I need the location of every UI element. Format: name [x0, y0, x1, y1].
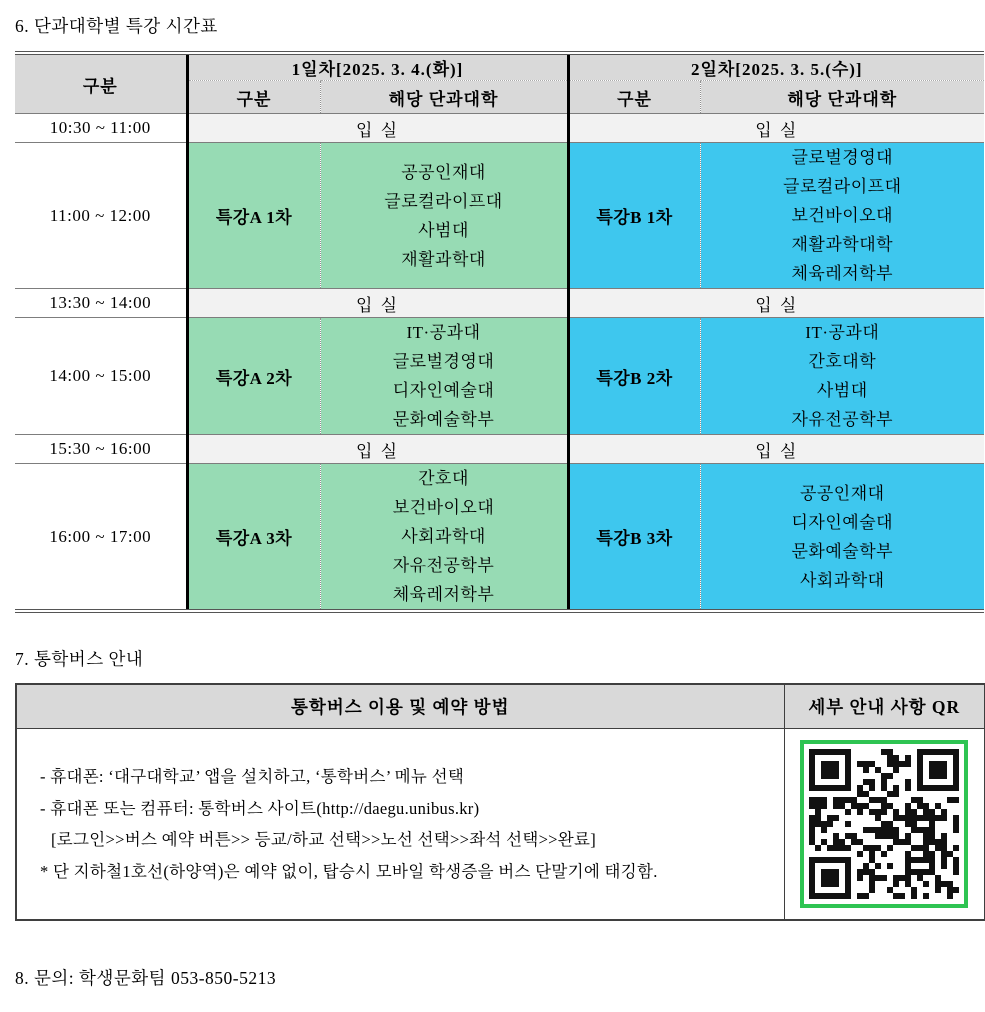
college-name: 공공인재대 [401, 162, 486, 182]
timetable-row [15, 464, 984, 612]
lecture-label-day1: 특강A 1차 [187, 143, 320, 289]
entry-cell-day2: 입 실 [568, 289, 984, 318]
college-list-day2 [700, 143, 984, 289]
bus-instruction-line: - 휴대폰: ‘대구대학교’ 앱을 설치하고, ‘통학버스’ 메뉴 선택 [40, 767, 465, 786]
college-name: 글로컬라이프대 [783, 177, 902, 196]
lecture-label-day2: 특강B 1차 [568, 143, 700, 289]
bus-method-header: 통학버스 이용 및 예약 방법 [16, 684, 784, 729]
college-name: 사범대 [418, 220, 469, 240]
college-list-day2 [700, 464, 984, 612]
bus-qr-header: 세부 안내 사항 QR [784, 684, 985, 729]
timetable-row [15, 318, 984, 435]
college-name: 간호대 [418, 469, 469, 488]
header-day1-gubun: 구분 [187, 81, 320, 114]
header-day2-college: 해당 단과대학 [700, 81, 984, 114]
header-day1: 1일차[2025. 3. 4.(화)] [187, 53, 568, 81]
entry-cell-day2: 입 실 [568, 114, 984, 143]
header-day2: 2일차[2025. 3. 5.(수)] [568, 53, 984, 81]
bus-table-header [16, 684, 985, 729]
college-name: IT·공과대 [805, 323, 880, 342]
section7-title: 7. 통학버스 안내 [15, 649, 144, 669]
lecture-label-day2: 특강B 2차 [568, 318, 700, 435]
section8-contact: 8. 문의: 학생문화팀 053-850-5213 [15, 968, 277, 988]
timetable-row [15, 143, 984, 289]
time-cell: 11:00 ~ 12:00 [15, 143, 187, 289]
lecture-label-day1: 특강A 3차 [187, 464, 320, 612]
time-cell: 10:30 ~ 11:00 [15, 114, 187, 143]
college-name: 글로벌경영대 [791, 148, 894, 167]
lecture-label-day2: 특강B 3차 [568, 464, 700, 612]
college-list-day2 [700, 318, 984, 435]
timetable-row [15, 435, 984, 464]
entry-cell-day1: 입 실 [187, 435, 568, 464]
bus-header-row [16, 684, 985, 729]
college-name: 보건바이오대 [791, 206, 894, 225]
bus-body-row [16, 729, 985, 921]
college-name: 디자인예술대 [791, 512, 894, 532]
college-name: 자유전공학부 [392, 556, 495, 575]
bus-instruction-line: - 휴대폰 또는 컴퓨터: 통학버스 사이트(http://daegu.unibus.kr) [40, 798, 480, 818]
college-name: 자유전공학부 [791, 410, 894, 429]
qr-code [800, 740, 968, 908]
college-name: 재활과학대학 [791, 235, 894, 254]
entry-cell-day1: 입 실 [187, 289, 568, 318]
bus-info-table [15, 683, 985, 921]
header-day2-gubun: 구분 [568, 81, 700, 114]
bus-instruction-line: [로그인>>버스 예약 버튼>> 등교/하교 선택>>노선 선택>>좌석 선택>>완료] [51, 830, 597, 849]
section6-title: 6. 단과대학별 특강 시간표 [15, 16, 218, 36]
college-name: 글로컬라이프대 [384, 191, 503, 211]
timetable-body [15, 114, 984, 612]
college-list-day1 [320, 464, 568, 612]
header-gubun: 구분 [15, 53, 187, 114]
college-name: 보건바이오대 [392, 498, 495, 517]
header-day1-college: 해당 단과대학 [320, 81, 568, 114]
college-name: 체육레저학부 [791, 264, 894, 283]
college-list-day1 [320, 318, 568, 435]
college-list-day1 [320, 143, 568, 289]
timetable-header-row-days [15, 53, 984, 81]
college-name: 사회과학대 [799, 570, 885, 590]
entry-cell-day1: 입 실 [187, 114, 568, 143]
timetable-row [15, 289, 984, 318]
college-name: 문화예술학부 [392, 410, 495, 429]
college-name: 공공인재대 [799, 483, 885, 503]
lecture-label-day1: 특강A 2차 [187, 318, 320, 435]
college-name: IT·공과대 [406, 323, 481, 342]
college-name: 사범대 [816, 381, 868, 400]
time-cell: 15:30 ~ 16:00 [15, 435, 187, 464]
lecture-timetable [15, 51, 984, 613]
college-name: 사회과학대 [401, 527, 486, 546]
time-cell: 13:30 ~ 14:00 [15, 289, 187, 318]
time-cell: 16:00 ~ 17:00 [15, 464, 187, 612]
bus-instruction-line: * 단 지하철1호선(하양역)은 예약 없이, 탑승시 모바일 학생증을 버스 단말기에 태깅함. [40, 861, 658, 881]
college-name: 글로벌경영대 [392, 352, 495, 371]
timetable-row [15, 114, 984, 143]
timetable-header [15, 53, 984, 114]
college-name: 체육레저학부 [392, 585, 495, 604]
college-name: 디자인예술대 [392, 381, 495, 400]
college-name: 재활과학대 [401, 249, 486, 269]
document-page [0, 13, 985, 990]
time-cell: 14:00 ~ 15:00 [15, 318, 187, 435]
college-name: 문화예술학부 [791, 541, 894, 561]
college-name: 간호대학 [808, 352, 877, 371]
bus-instructions [18, 755, 783, 893]
entry-cell-day2: 입 실 [568, 435, 984, 464]
